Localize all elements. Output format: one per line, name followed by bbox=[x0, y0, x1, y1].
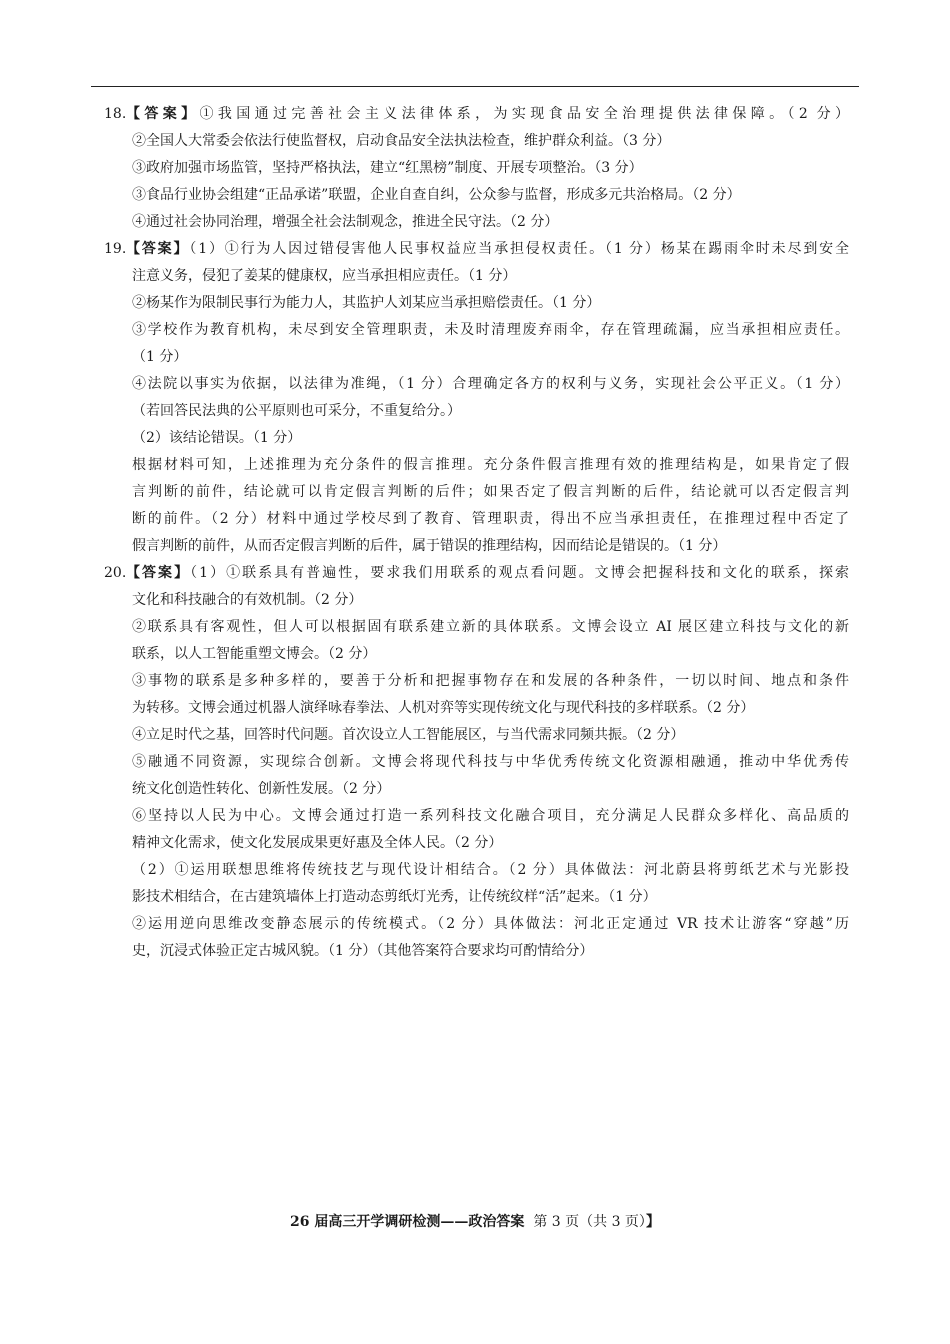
answer-line: ⑥坚持以人民为中心。文博会通过打造一系列科技文化融合项目，充分满足人民群众多样化、高品质的 bbox=[132, 808, 849, 824]
answer-line: ②杨某作为限制民事行为能力人，其监护人刘某应当承担赔偿责任。（1 分） bbox=[132, 295, 601, 311]
answer-tag: 【答案】 bbox=[126, 565, 191, 581]
answer-line: （若回答民法典的公平原则也可采分，不重复给分。） bbox=[132, 403, 461, 419]
answer-line: ③事物的联系是多种多样的，要善于分析和把握事物存在和发展的各种条件，一切以时间、地点和条件 bbox=[132, 673, 849, 689]
answer-line: ④立足时代之基，回答时代问题。首次设立人工智能展区，与当代需求同频共振。（2 分） bbox=[132, 727, 685, 743]
answer-tag: 【答案】 bbox=[126, 241, 190, 257]
answer-line: 【答案】（1）①联系具有普遍性，要求我们用联系的观点看问题。文博会把握科技和文化的联系，探索 bbox=[126, 565, 850, 581]
answer-line: 联系，以人工智能重塑文博会。（2 分） bbox=[132, 646, 377, 662]
answer-line: 统文化创造性转化、创新性发展。（2 分） bbox=[132, 781, 391, 797]
answer-line: ②联系具有客观性，但人可以根据固有联系建立新的具体联系。文博会设立 AI 展区建立科技与文化的新 bbox=[132, 619, 849, 635]
answer-line: （2）①运用联想思维将传统技艺与现代设计相结合。（2 分）具体做法：河北蔚县将剪纸艺术与光影投 bbox=[132, 862, 849, 878]
question-number: 19. bbox=[104, 241, 127, 257]
answer-line: 文化和科技融合的有效机制。（2 分） bbox=[132, 592, 363, 608]
footer-page-number: 第 3 页（共 3 页） bbox=[533, 1214, 646, 1230]
answer-line: 假言判断的前件，从而否定假言判断的后件，属于错误的推理结构，因而结论是错误的。（1 分） bbox=[132, 538, 727, 554]
answer-line: 史，沉浸式体验正定古城风貌。（1 分）（其他答案符合要求均可酌情给分） bbox=[132, 943, 594, 959]
answer-line: （1 分） bbox=[132, 349, 188, 365]
answer-tag: 【答案】 bbox=[126, 106, 200, 122]
footer-title: 26 届高三开学调研检测——政治答案 bbox=[290, 1214, 525, 1230]
answer-line: 注意义务，侵犯了姜某的健康权，应当承担相应责任。（1 分） bbox=[132, 268, 517, 284]
answer-line: （2）该结论错误。（1 分） bbox=[132, 430, 302, 446]
answer-line: 言判断的前件，结论就可以肯定假言判断的后件；如果否定了假言判断的后件，结论就可以否定假言判 bbox=[132, 484, 849, 500]
answer-line: 精神文化需求，使文化发展成果更好惠及全体人民。（2 分） bbox=[132, 835, 503, 851]
page-footer bbox=[0, 1212, 950, 1232]
question-18 bbox=[104, 101, 849, 236]
answer-line: ②全国人大常委会依法行使监督权，启动食品安全法执法检查，维护群众利益。（3 分） bbox=[132, 133, 671, 149]
answer-line: 【答案】①我国通过完善社会主义法律体系，为实现食品安全治理提供法律保障。（2 分） bbox=[126, 106, 850, 122]
answer-line: 断的前件。（2 分）材料中通过学校尽到了教育、管理职责，得出不应当承担责任，在推理过程中否定了 bbox=[132, 511, 849, 527]
answer-line: 根据材料可知，上述推理为充分条件的假言推理。充分条件假言推理有效的推理结构是，如果肯定了假 bbox=[132, 457, 849, 473]
answer-line: 【答案】（1）①行为人因过错侵害他人民事权益应当承担侵权责任。（1 分）杨某在踢雨伞时未尽到安全 bbox=[126, 241, 850, 257]
footer-bracket: 】 bbox=[645, 1214, 660, 1230]
answer-line: ④通过社会协同治理，增强全社会法制观念，推进全民守法。（2 分） bbox=[132, 214, 559, 230]
answer-line: 为转移。文博会通过机器人演绎咏春拳法、人机对弈等实现传统文化与现代科技的多样联系。（2 分） bbox=[132, 700, 755, 716]
answer-line: ③政府加强市场监管，坚持严格执法，建立“红黑榜”制度、开展专项整治。（3 分） bbox=[132, 160, 643, 176]
header-rule bbox=[91, 86, 859, 87]
question-19 bbox=[104, 236, 849, 560]
answer-line: 影技术相结合，在古建筑墙体上打造动态剪纸灯光秀，让传统纹样“活”起来。（1 分） bbox=[132, 889, 657, 905]
answer-content bbox=[104, 101, 849, 965]
answer-line: ②运用逆向思维改变静态展示的传统模式。（2 分）具体做法：河北正定通过 VR 技术让游客“穿越”历 bbox=[132, 916, 849, 932]
answer-line: ③学校作为教育机构，未尽到安全管理职责，未及时清理废弃雨伞，存在管理疏漏，应当承担相应责任。 bbox=[132, 322, 849, 338]
answer-line: ③食品行业协会组建“正品承诺”联盟，企业自查自纠，公众参与监督，形成多元共治格局。（2 分） bbox=[132, 187, 741, 203]
question-20 bbox=[104, 560, 849, 965]
answer-line: ④法院以事实为依据，以法律为准绳，（1 分）合理确定各方的权利与义务，实现社会公平正义。（1 分） bbox=[132, 376, 849, 392]
question-number: 20. bbox=[104, 565, 127, 581]
answer-line: ⑤融通不同资源，实现综合创新。文博会将现代科技与中华优秀传统文化资源相融通，推动中华优秀传 bbox=[132, 754, 849, 770]
question-number: 18. bbox=[104, 106, 127, 122]
